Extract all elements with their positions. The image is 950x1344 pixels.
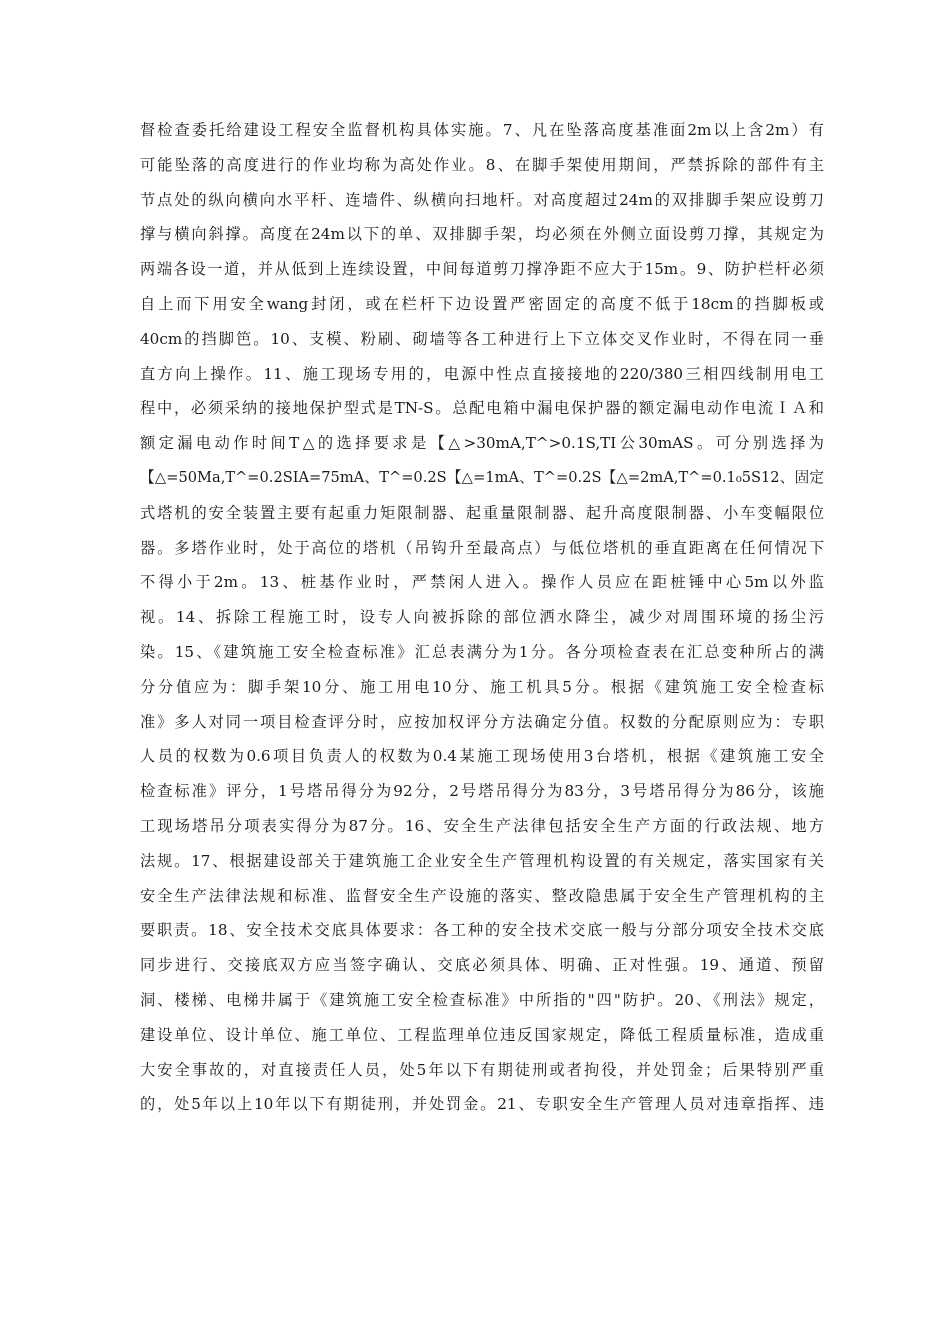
text-line: 督检查委托给建设工程安全监督机构具体实施。7、凡在坠落高度基准面2m以上含2m）有 — [140, 121, 824, 139]
text-line: 程中，必须采纳的接地保护型式是TN-S。总配电箱中漏电保护器的额定漏电动作电流ＩＡ和 — [140, 399, 824, 418]
text-line: 洞、楼梯、电梯井属于《建筑施工安全检查标准》中所指的"四"防护。20、《刑法》规定， — [140, 990, 824, 1009]
text-line: 工现场塔吊分项表实得分为87分。16、安全生产法律包括安全生产方面的行政法规、地方 — [140, 816, 824, 835]
text-line: 的，处5年以上10年以下有期徒刑，并处罚金。21、专职安全生产管理人员对违章指挥、违 — [140, 1095, 824, 1114]
text-line: 检查标准》评分，1号塔吊得分为92分，2号塔吊得分为83分，3号塔吊得分为86分，该施 — [140, 782, 824, 801]
text-line: 视。14、拆除工程施工时，设专人向被拆除的部位洒水降尘，减少对周围环境的扬尘污 — [140, 608, 824, 627]
text-line: 节点处的纵向横向水平杆、连墙件、纵横向扫地杆。对高度超过24m的双排脚手架应设剪刀 — [140, 190, 824, 209]
text-line: 40cm的挡脚笆。10、支模、粉刷、砌墙等各工种进行上下立体交叉作业时，不得在同一垂 — [140, 329, 824, 348]
text-line: 式塔机的安全装置主要有起重力矩限制器、起重量限制器、起升高度限制器、小车变幅限位 — [140, 503, 824, 522]
text-line: 建设单位、设计单位、施工单位、工程监理单位违反国家规定，降低工程质量标准，造成重 — [140, 1025, 824, 1044]
text-line: 大安全事故的，对直接责任人员，处5年以下有期徒刑或者拘役，并处罚金；后果特别严重 — [140, 1060, 824, 1079]
text-line: 不得小于2m。13、桩基作业时，严禁闲人进入。操作人员应在距桩锤中心5m以外监 — [140, 573, 824, 592]
text-line: 准》多人对同一项目检查评分时，应按加权评分方法确定分值。权数的分配原则应为：专职 — [140, 712, 824, 731]
text-line: 额定漏电动作时间T△的选择要求是【△>30mA,T^>0.1S,TI公30mAS。可分别选择为 — [140, 434, 824, 453]
text-line: 直方向上操作。11、施工现场专用的，电源中性点直接接地的220/380三相四线制用电工 — [140, 364, 824, 383]
text-line: 自上而下用安全wang封闭，或在栏杆下边设置严密固定的高度不低于18cm的挡脚板或 — [140, 294, 824, 313]
text-line: 人员的权数为0.6项目负责人的权数为0.4某施工现场使用3台塔机，根据《建筑施工安全 — [140, 747, 824, 766]
text-line: 同步进行、交接底双方应当签字确认、交底必须具体、明确、正对性强。19、通道、预留 — [140, 956, 824, 975]
text-line: 可能坠落的高度进行的作业均称为高处作业。8、在脚手架使用期间，严禁拆除的部件有主 — [140, 155, 824, 174]
text-line: 器。多塔作业时，处于高位的塔机（吊钩升至最高点）与低位塔机的垂直距离在任何情况下 — [140, 538, 824, 557]
text-line: 分分值应为：脚手架10分、施工用电10分、施工机具5分。根据《建筑施工安全检查标 — [140, 677, 824, 696]
text-line: 安全生产法律法规和标准、监督安全生产设施的落实、整改隐患属于安全生产管理机构的主 — [140, 886, 824, 905]
text-line: 要职责。18、安全技术交底具体要求：各工种的安全技术交底一般与分部分项安全技术交底 — [140, 921, 824, 940]
text-line: 法规。17、根据建设部关于建筑施工企业安全生产管理机构设置的有关规定，落实国家有关 — [140, 851, 824, 870]
text-line: 染。15、《建筑施工安全检查标准》汇总表满分为1分。各分项检查表在汇总变种所占的满 — [140, 642, 824, 661]
text-line: 撑与横向斜撑。高度在24m以下的单、双排脚手架，均必须在外侧立面设剪刀撑，其规定为 — [140, 225, 824, 244]
text-line: 【△=50Ma,T^=0.2SIA=75mA、T^=0.2S【△=1mA、T^=0.2S【△=2mA,T^=0.1₀5S12、固定 — [140, 468, 824, 486]
body-text — [140, 113, 824, 1122]
text-line: 两端各设一道，并从低到上连续设置，中间每道剪刀撑净距不应大于15m。9、防护栏杆必须 — [140, 260, 824, 279]
